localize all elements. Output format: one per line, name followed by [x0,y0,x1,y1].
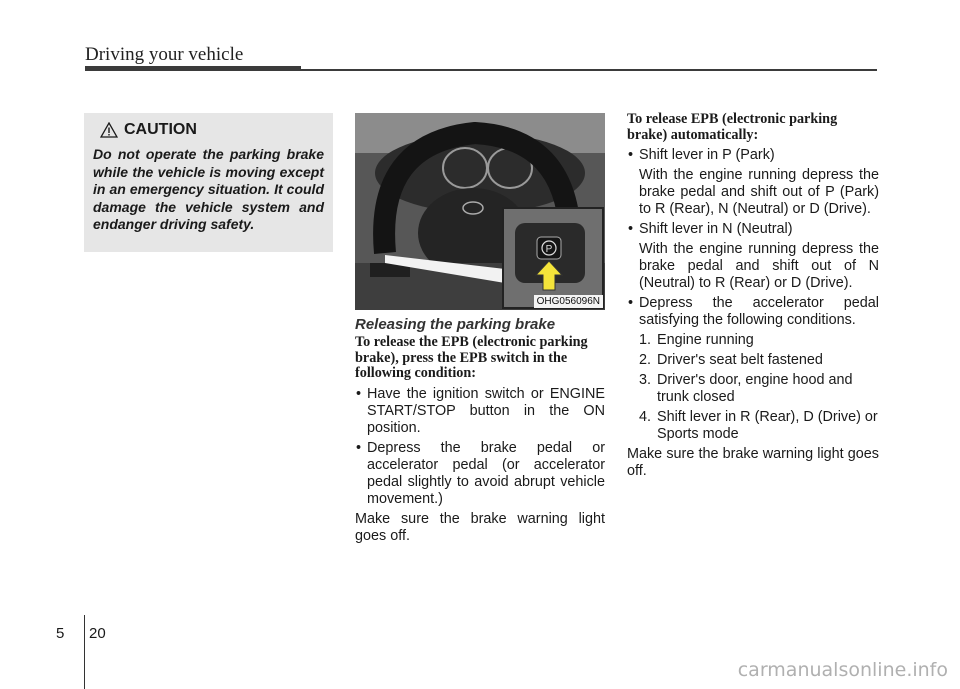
condition-item [627,332,879,349]
header-rule-thin [301,69,877,71]
release-section [355,316,605,545]
warning-triangle-icon [100,122,118,138]
bullet-item: • Depress the brake pedal or accelerator pedal (or accelerator pedal slightly to avoid abrupt vehicle movement.) [355,440,605,508]
section-intro: To release the EPB (electronic parking brake), press the EPB switch in the following condition: [355,334,588,381]
condition-number: 4. [639,409,652,425]
condition-text: Shift lever in R (Rear), D (Drive) or Sports mode [657,409,878,442]
footer-divider [84,615,85,689]
auto-item-detail: With the engine running depress the brake pedal and shift out of P (Park) to R (Rear), N (Neutral) or D (Drive). [639,167,879,217]
condition-item [627,409,879,443]
condition-text: Driver's seat belt fastened [657,352,823,368]
header-rule-thick [85,66,301,71]
auto-heading: To release EPB (electronic parking brake) automatically: [627,111,838,143]
watermark-text[interactable]: carmanualsonline.info [737,659,948,681]
condition-number: 1. [639,332,652,348]
condition-item [627,372,879,406]
auto-item-detail: With the engine running depress the brake pedal and shift out of N (Neutral) to R (Rear) or D (Drive). [639,241,879,291]
footer-page-number: 20 [89,625,106,642]
epb-switch-photo [355,113,605,310]
footer-chapter-number: 5 [56,625,65,642]
condition-item [627,352,879,369]
photo-code-label: OHG056096N [534,295,603,308]
auto-item-label: • Shift lever in N (Neutral) [627,221,879,238]
caution-header [100,121,324,139]
bullet-item: • Have the ignition switch or ENGINE START/STOP button in the ON position. [355,386,605,437]
auto-release-section [627,112,879,480]
caution-title: CAUTION [124,121,197,138]
condition-text: Engine running [657,332,754,348]
epb-switch-letter: P [545,244,553,255]
page-header-title: Driving your vehicle [85,44,244,65]
caution-text: Do not operate the parking brake while the vehicle is moving except in an emergency situation. It could damage the vehicle system and endanger driving safety. [93,146,324,232]
auto-note: Make sure the brake warning light goes off. [627,446,879,479]
condition-number: 2. [639,352,652,368]
condition-number: 3. [639,372,652,388]
condition-text: Driver's door, engine hood and trunk closed [657,372,853,405]
auto-item-label: • Depress the accelerator pedal satisfying the following conditions. [627,295,879,329]
auto-item-label: • Shift lever in P (Park) [627,147,879,164]
caution-box [84,113,333,252]
section-heading: Releasing the parking brake [355,316,556,333]
section-note: Make sure the brake warning light goes off. [355,510,605,544]
